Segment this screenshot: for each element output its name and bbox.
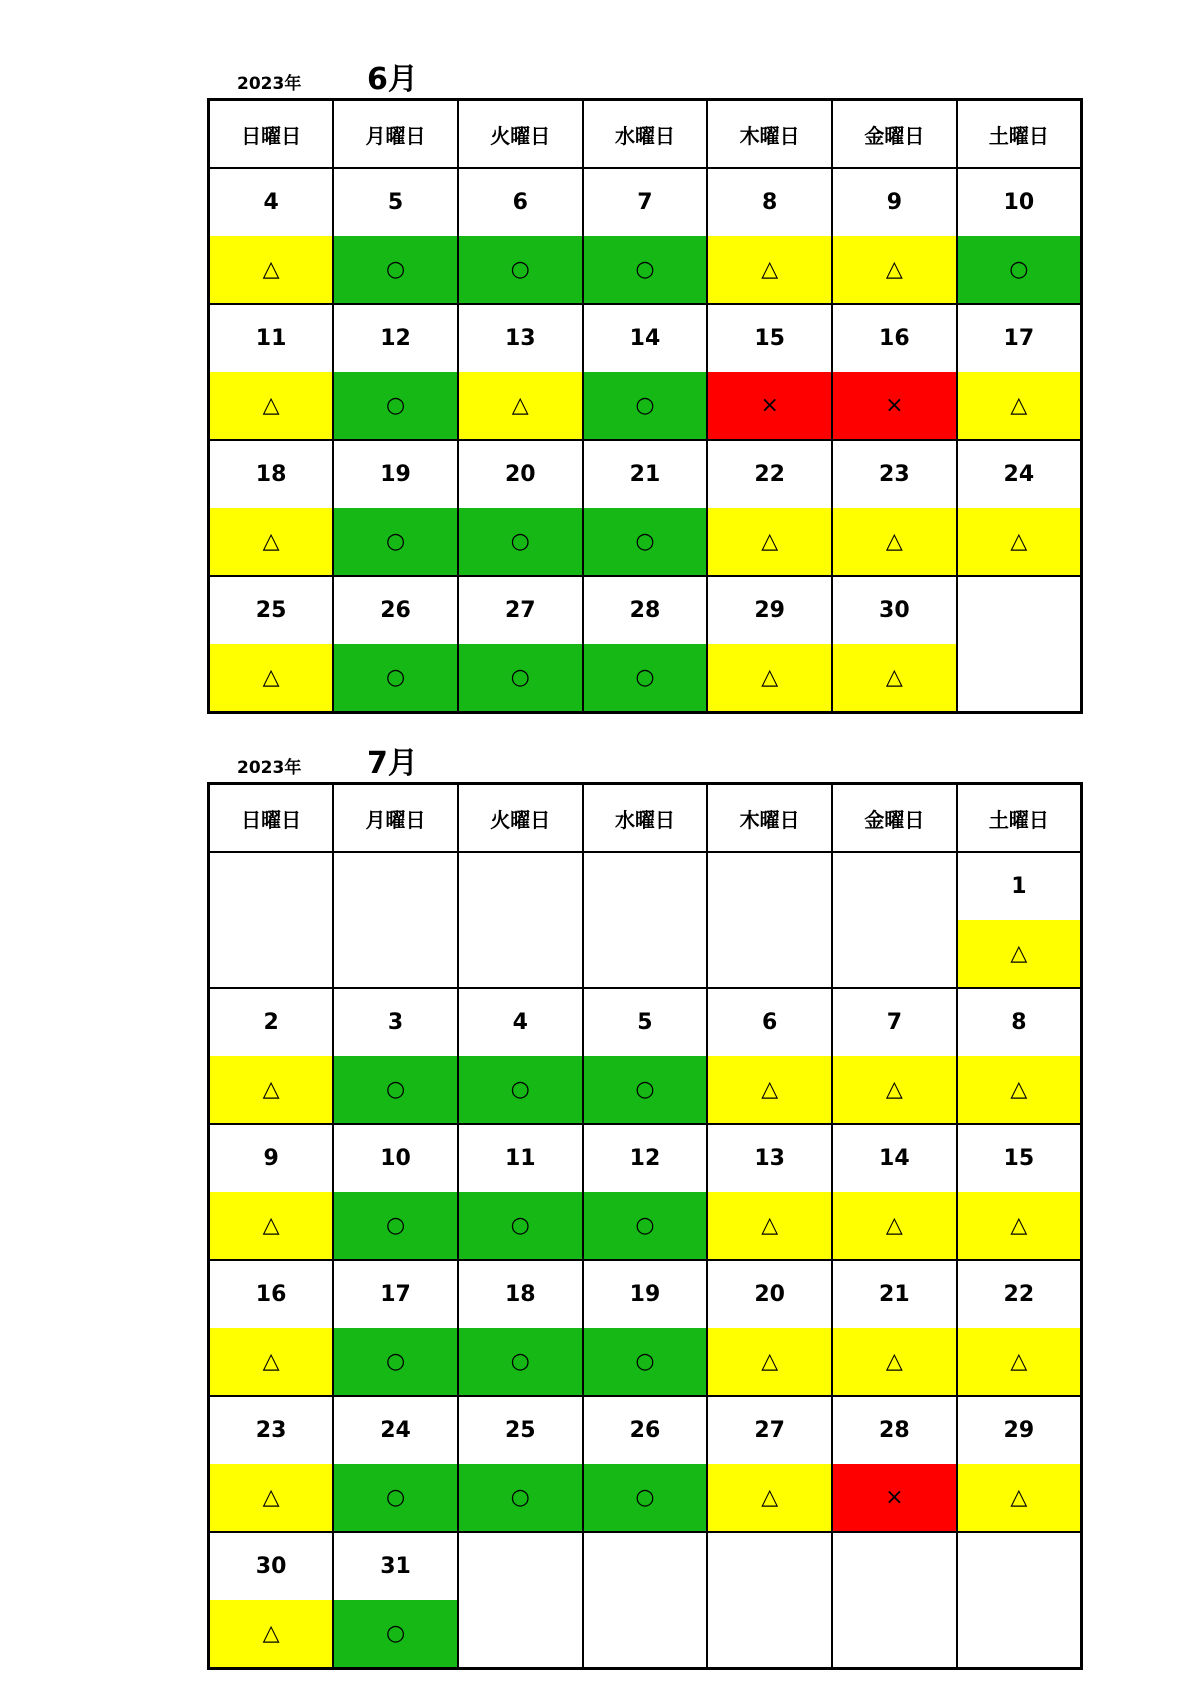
availability-mark: ○ — [459, 1056, 582, 1123]
day-number: 16 — [879, 326, 910, 351]
day-number: 11 — [504, 1146, 536, 1171]
day-number: 19 — [380, 462, 411, 487]
day-cell[interactable] — [458, 576, 583, 713]
availability-mark: ○ — [584, 508, 707, 575]
day-number: 25 — [255, 598, 287, 623]
day-number: 4 — [263, 190, 279, 215]
day-number: 16 — [255, 1282, 287, 1307]
empty-day-cell — [458, 852, 583, 988]
availability-mark: △ — [708, 1464, 831, 1531]
day-cell[interactable] — [458, 988, 583, 1124]
day-number: 10 — [1003, 190, 1035, 215]
day-cell[interactable] — [957, 1260, 1082, 1396]
availability-mark: ○ — [334, 644, 457, 711]
availability-mark: ○ — [334, 236, 457, 303]
week-row — [209, 576, 1082, 713]
availability-mark: △ — [958, 372, 1080, 439]
availability-mark: ○ — [334, 1056, 457, 1123]
day-number: 7 — [886, 1010, 903, 1035]
day-number: 24 — [1003, 462, 1035, 487]
week-row — [209, 1124, 1082, 1260]
availability-mark: △ — [708, 644, 831, 711]
weekday-header: 木曜日 — [707, 784, 832, 853]
day-number: 10 — [380, 1146, 411, 1171]
day-cell[interactable] — [707, 1260, 832, 1396]
calendar-june — [207, 60, 1083, 714]
day-number: 27 — [754, 1418, 785, 1443]
weekday-header: 月曜日 — [333, 784, 458, 853]
weekday-header: 日曜日 — [209, 100, 334, 169]
day-cell[interactable] — [707, 576, 832, 713]
day-cell[interactable] — [333, 304, 458, 440]
day-cell[interactable] — [832, 440, 957, 576]
day-cell[interactable] — [458, 1124, 583, 1260]
day-cell[interactable] — [458, 304, 583, 440]
day-cell[interactable] — [832, 988, 957, 1124]
day-number: 15 — [1003, 1146, 1035, 1171]
day-number: 6 — [512, 190, 528, 215]
weekday-header-row — [209, 100, 1082, 169]
availability-mark: △ — [833, 1328, 956, 1395]
day-number: 7 — [637, 190, 653, 215]
day-cell[interactable] — [957, 988, 1082, 1124]
week-row — [209, 852, 1082, 988]
availability-mark: × — [833, 1464, 956, 1531]
day-cell[interactable] — [209, 1124, 334, 1260]
day-cell[interactable] — [333, 168, 458, 304]
day-number: 14 — [629, 326, 661, 351]
availability-mark: △ — [833, 1056, 956, 1123]
weekday-header-row — [209, 784, 1082, 853]
day-number: 6 — [762, 1010, 778, 1035]
day-number: 29 — [754, 598, 785, 623]
day-cell[interactable] — [707, 988, 832, 1124]
availability-mark: △ — [210, 236, 332, 303]
day-number: 26 — [629, 1418, 661, 1443]
day-number: 17 — [380, 1282, 411, 1307]
day-cell[interactable] — [957, 1124, 1082, 1260]
availability-mark: ○ — [334, 372, 457, 439]
availability-mark: △ — [708, 508, 831, 575]
availability-mark: △ — [833, 1192, 956, 1259]
weekday-header: 金曜日 — [832, 784, 957, 853]
day-cell[interactable] — [209, 440, 334, 576]
weekday-header: 土曜日 — [957, 100, 1082, 169]
availability-mark: ○ — [334, 1328, 457, 1395]
day-cell[interactable] — [957, 304, 1082, 440]
day-cell[interactable] — [458, 440, 583, 576]
availability-mark: ○ — [584, 1464, 707, 1531]
calendar-header — [207, 60, 1083, 98]
availability-mark: △ — [210, 644, 332, 711]
day-cell[interactable] — [957, 440, 1082, 576]
availability-mark: ○ — [334, 1600, 457, 1667]
day-number: 28 — [879, 1418, 910, 1443]
day-number: 1 — [1011, 874, 1027, 899]
empty-day-cell — [333, 852, 458, 988]
availability-mark: △ — [210, 1056, 332, 1123]
availability-mark: △ — [958, 1056, 1080, 1123]
week-row — [209, 1532, 1082, 1669]
day-number: 28 — [629, 598, 661, 623]
availability-mark: ○ — [584, 1192, 707, 1259]
availability-mark: ○ — [334, 508, 457, 575]
calendar-grid — [207, 98, 1083, 714]
availability-mark: ○ — [584, 1328, 707, 1395]
day-number: 26 — [380, 598, 411, 623]
day-cell[interactable] — [707, 1124, 832, 1260]
weekday-header: 火曜日 — [458, 100, 583, 169]
day-cell[interactable] — [707, 1396, 832, 1532]
calendar-july — [207, 744, 1083, 1670]
weekday-header: 水曜日 — [583, 100, 708, 169]
day-cell[interactable] — [832, 1396, 957, 1532]
week-row — [209, 168, 1082, 304]
weekday-header: 月曜日 — [333, 100, 458, 169]
day-cell[interactable] — [832, 1260, 957, 1396]
day-cell[interactable] — [583, 1396, 708, 1532]
day-cell[interactable] — [333, 1260, 458, 1396]
empty-day-cell — [707, 1532, 832, 1669]
availability-mark: △ — [210, 372, 332, 439]
day-cell[interactable] — [209, 168, 334, 304]
availability-mark: △ — [708, 1328, 831, 1395]
day-cell[interactable] — [707, 304, 832, 440]
empty-day-cell — [583, 1532, 708, 1669]
day-cell[interactable] — [583, 440, 708, 576]
day-number: 13 — [504, 326, 536, 351]
calendar-weeks — [209, 168, 1082, 713]
day-cell[interactable] — [583, 988, 708, 1124]
day-cell[interactable] — [458, 168, 583, 304]
weekday-header: 日曜日 — [209, 784, 334, 853]
availability-mark: △ — [833, 644, 956, 711]
year-label: 2023年 — [237, 74, 302, 94]
day-cell[interactable] — [209, 1532, 334, 1669]
availability-mark: ○ — [958, 236, 1080, 303]
empty-day-cell — [832, 852, 957, 988]
availability-mark: △ — [708, 1056, 831, 1123]
day-cell[interactable] — [957, 1396, 1082, 1532]
day-number: 30 — [879, 598, 910, 623]
day-number: 11 — [255, 326, 287, 351]
calendar-grid — [207, 782, 1083, 1670]
day-number: 9 — [263, 1146, 279, 1171]
availability-mark: △ — [958, 508, 1080, 575]
day-number: 23 — [255, 1418, 287, 1443]
availability-mark: ○ — [334, 1464, 457, 1531]
empty-day-cell — [957, 1532, 1082, 1669]
day-number: 8 — [762, 190, 778, 215]
weekday-header: 水曜日 — [583, 784, 708, 853]
day-cell[interactable] — [832, 304, 957, 440]
day-number: 18 — [255, 462, 287, 487]
availability-mark: △ — [210, 508, 332, 575]
day-number: 12 — [629, 1146, 661, 1171]
availability-mark: ○ — [459, 1464, 582, 1531]
day-number: 4 — [512, 1010, 528, 1035]
day-number: 31 — [380, 1554, 411, 1579]
week-row — [209, 1260, 1082, 1396]
availability-mark: × — [833, 372, 956, 439]
day-cell[interactable] — [333, 988, 458, 1124]
availability-mark: ○ — [334, 1192, 457, 1259]
availability-mark: △ — [210, 1328, 332, 1395]
day-number: 27 — [504, 598, 536, 623]
day-number: 25 — [504, 1418, 536, 1443]
day-number: 5 — [637, 1010, 653, 1035]
availability-mark: ○ — [459, 236, 582, 303]
week-row — [209, 440, 1082, 576]
week-row — [209, 988, 1082, 1124]
empty-day-cell — [583, 852, 708, 988]
empty-day-cell — [458, 1532, 583, 1669]
day-cell[interactable] — [333, 1532, 458, 1669]
day-cell[interactable] — [458, 1260, 583, 1396]
availability-mark: △ — [958, 1192, 1080, 1259]
availability-mark: △ — [708, 1192, 831, 1259]
empty-day-cell — [832, 1532, 957, 1669]
day-cell[interactable] — [333, 1396, 458, 1532]
weekday-header: 金曜日 — [832, 100, 957, 169]
day-number: 24 — [380, 1418, 411, 1443]
day-number: 21 — [879, 1282, 910, 1307]
day-cell[interactable] — [957, 168, 1082, 304]
availability-mark: △ — [958, 1464, 1080, 1531]
day-number: 30 — [255, 1554, 287, 1579]
day-number: 19 — [629, 1282, 661, 1307]
availability-mark: ○ — [459, 508, 582, 575]
day-number: 15 — [754, 326, 785, 351]
day-cell[interactable] — [458, 1396, 583, 1532]
day-number: 17 — [1003, 326, 1035, 351]
day-number: 13 — [754, 1146, 785, 1171]
day-number: 21 — [629, 462, 661, 487]
day-cell[interactable] — [209, 1396, 334, 1532]
day-cell[interactable] — [333, 440, 458, 576]
availability-mark: ○ — [584, 236, 707, 303]
day-number: 12 — [380, 326, 411, 351]
day-number: 29 — [1003, 1418, 1035, 1443]
day-cell[interactable] — [333, 1124, 458, 1260]
empty-day-cell — [707, 852, 832, 988]
month-label: 7月 — [367, 746, 418, 781]
day-cell[interactable] — [583, 1124, 708, 1260]
availability-mark: △ — [958, 920, 1080, 987]
day-cell[interactable] — [583, 576, 708, 713]
day-cell[interactable] — [707, 440, 832, 576]
day-number: 5 — [387, 190, 404, 215]
day-number: 23 — [879, 462, 910, 487]
availability-mark: △ — [708, 236, 831, 303]
availability-mark: ○ — [459, 644, 582, 711]
day-cell[interactable] — [209, 1260, 334, 1396]
day-number: 20 — [504, 462, 536, 487]
availability-mark: △ — [958, 1328, 1080, 1395]
day-cell[interactable] — [583, 1260, 708, 1396]
day-number: 22 — [754, 462, 785, 487]
availability-mark: ○ — [584, 372, 707, 439]
availability-mark: × — [708, 372, 831, 439]
availability-mark: ○ — [584, 644, 707, 711]
calendar-header — [207, 744, 1083, 782]
day-number: 18 — [504, 1282, 536, 1307]
day-number: 8 — [1011, 1010, 1027, 1035]
day-cell[interactable] — [209, 988, 334, 1124]
availability-mark: △ — [833, 236, 956, 303]
calendar-weeks — [209, 852, 1082, 1669]
year-label: 2023年 — [237, 758, 302, 778]
empty-day-cell — [957, 576, 1082, 713]
week-row — [209, 304, 1082, 440]
weekday-header: 木曜日 — [707, 100, 832, 169]
day-number: 3 — [387, 1010, 404, 1035]
day-cell[interactable] — [583, 304, 708, 440]
day-cell[interactable] — [957, 852, 1082, 988]
day-number: 2 — [263, 1010, 279, 1035]
weekday-header: 火曜日 — [458, 784, 583, 853]
day-cell[interactable] — [832, 576, 957, 713]
day-number: 20 — [754, 1282, 785, 1307]
availability-mark: ○ — [459, 1328, 582, 1395]
availability-mark: △ — [459, 372, 582, 439]
day-number: 14 — [879, 1146, 910, 1171]
day-cell[interactable] — [209, 304, 334, 440]
availability-mark: △ — [210, 1192, 332, 1259]
day-cell[interactable] — [832, 1124, 957, 1260]
day-number: 22 — [1003, 1282, 1035, 1307]
day-cell[interactable] — [333, 576, 458, 713]
empty-day-cell — [209, 852, 334, 988]
availability-mark: △ — [210, 1464, 332, 1531]
day-number: 9 — [886, 190, 903, 215]
day-cell[interactable] — [583, 168, 708, 304]
day-cell[interactable] — [832, 168, 957, 304]
weekday-header: 土曜日 — [957, 784, 1082, 853]
day-cell[interactable] — [209, 576, 334, 713]
day-cell[interactable] — [707, 168, 832, 304]
availability-mark: △ — [210, 1600, 332, 1667]
month-label: 6月 — [367, 62, 418, 97]
availability-mark: △ — [833, 508, 956, 575]
availability-mark: ○ — [584, 1056, 707, 1123]
availability-mark: ○ — [459, 1192, 582, 1259]
week-row — [209, 1396, 1082, 1532]
